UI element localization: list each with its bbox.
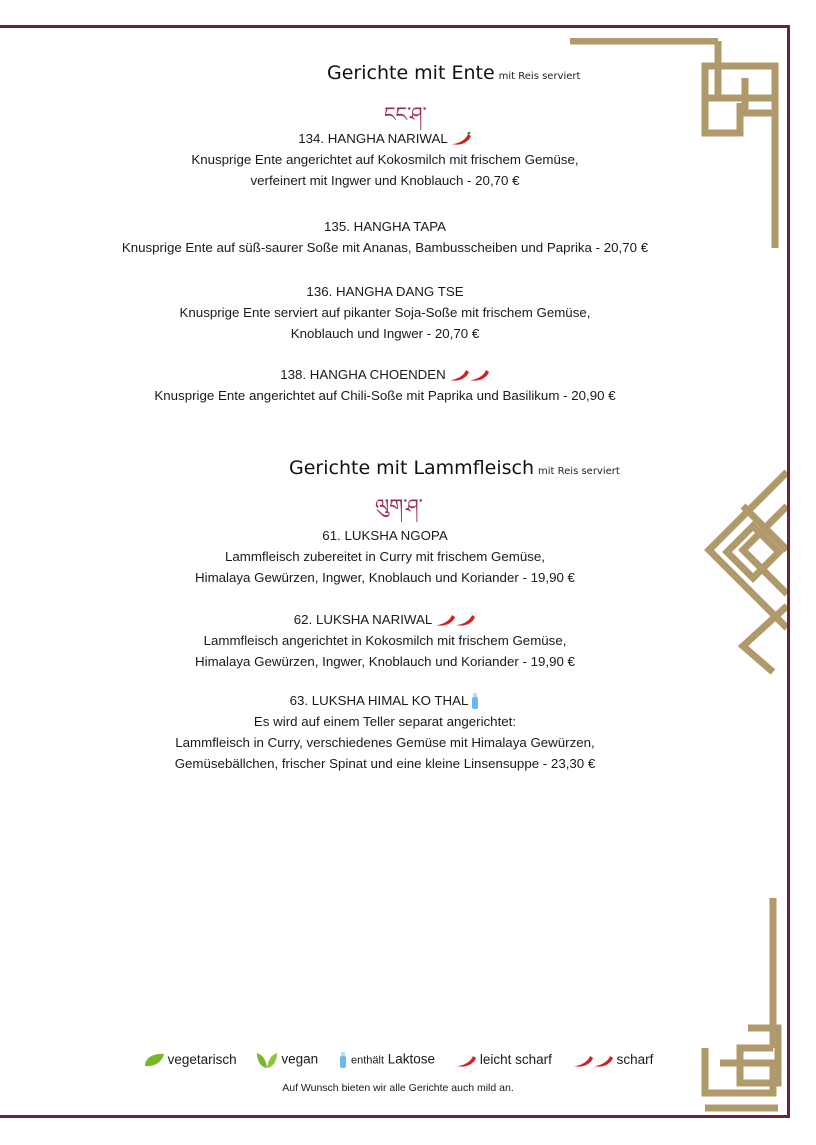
legend-lactose: enthält Laktose bbox=[338, 1051, 435, 1069]
milk-bottle-icon bbox=[338, 1051, 348, 1069]
mild-note: Auf Wunsch bieten wir alle Gerichte auch mild an. bbox=[282, 1082, 514, 1094]
dish-134: 134. HANGHA NARIWAL Knusprige Ente angerichtet auf Kokosmilch mit frischem Gemüse, verfeinert mit Ingwer und Knoblauch - 20,70 € bbox=[191, 131, 579, 188]
legend-vegan: vegan bbox=[256, 1051, 318, 1069]
dish-63: 63. LUKSHA HIMAL KO THAL Es wird auf einem Teller separat angerichtet: Lammfleisch in Curry, verschiedenes Gemüse mit Himalaya Gewürzen, Gemüsebällchen, frischer Spinat und eine kleine Linsensuppe - 23,30 € bbox=[174, 693, 596, 771]
leaf-icon bbox=[143, 1052, 165, 1068]
legend-vegetarian: vegetarisch bbox=[143, 1052, 237, 1068]
dish-138: 138. HANGHA CHOENDEN Knusprige Ente angerichtet auf Chili-Soße mit Paprika und Basilikum - 20,90 € bbox=[154, 367, 616, 403]
section-title-duck: Gerichte mit Ente mit Reis serviert bbox=[327, 62, 581, 84]
vegan-leaf-icon bbox=[256, 1051, 278, 1069]
dish-62: 62. LUKSHA NARIWAL Lammfleisch angerichtet in Kokosmilch mit frischem Gemüse, Himalaya Gewürzen, Ingwer, Knoblauch und Koriander - 19,90 € bbox=[195, 612, 575, 669]
dish-135: 135. HANGHA TAPA Knusprige Ente auf süß-saurer Soße mit Ananas, Bambusscheiben und Paprika - 20,70 € bbox=[121, 219, 649, 255]
tibetan-script-duck: ངང་ཤ་ bbox=[384, 102, 427, 126]
chili-icon bbox=[434, 613, 476, 627]
chili-icon bbox=[448, 368, 490, 382]
section-title-lamb: Gerichte mit Lammfleisch mit Reis serviert bbox=[289, 457, 620, 479]
tibetan-script-lamb: ལུག་ཤ་ bbox=[375, 494, 423, 518]
section-subtitle: mit Reis serviert bbox=[498, 71, 581, 82]
chili-icon bbox=[572, 1054, 614, 1068]
legend bbox=[0, 1051, 796, 1069]
chili-icon bbox=[450, 132, 472, 146]
milk-bottle-icon bbox=[470, 692, 480, 710]
chili-icon bbox=[455, 1054, 477, 1068]
section-subtitle: mit Reis serviert bbox=[538, 466, 620, 477]
endless-knot-corner-bottom-icon bbox=[700, 898, 782, 1112]
legend-mild-spicy: leicht scharf bbox=[455, 1052, 552, 1067]
dish-136: 136. HANGHA DANG TSE Knusprige Ente serviert auf pikanter Soja-Soße mit frischem Gemüse, Knoblauch und Ingwer - 20,70 € bbox=[179, 284, 591, 341]
legend-spicy: scharf bbox=[572, 1052, 654, 1067]
dish-61: 61. LUKSHA NGOPA Lammfleisch zubereitet in Curry mit frischem Gemüse, Himalaya Gewürzen, Ingwer, Knoblauch und Koriander - 19,90 € bbox=[195, 528, 575, 585]
